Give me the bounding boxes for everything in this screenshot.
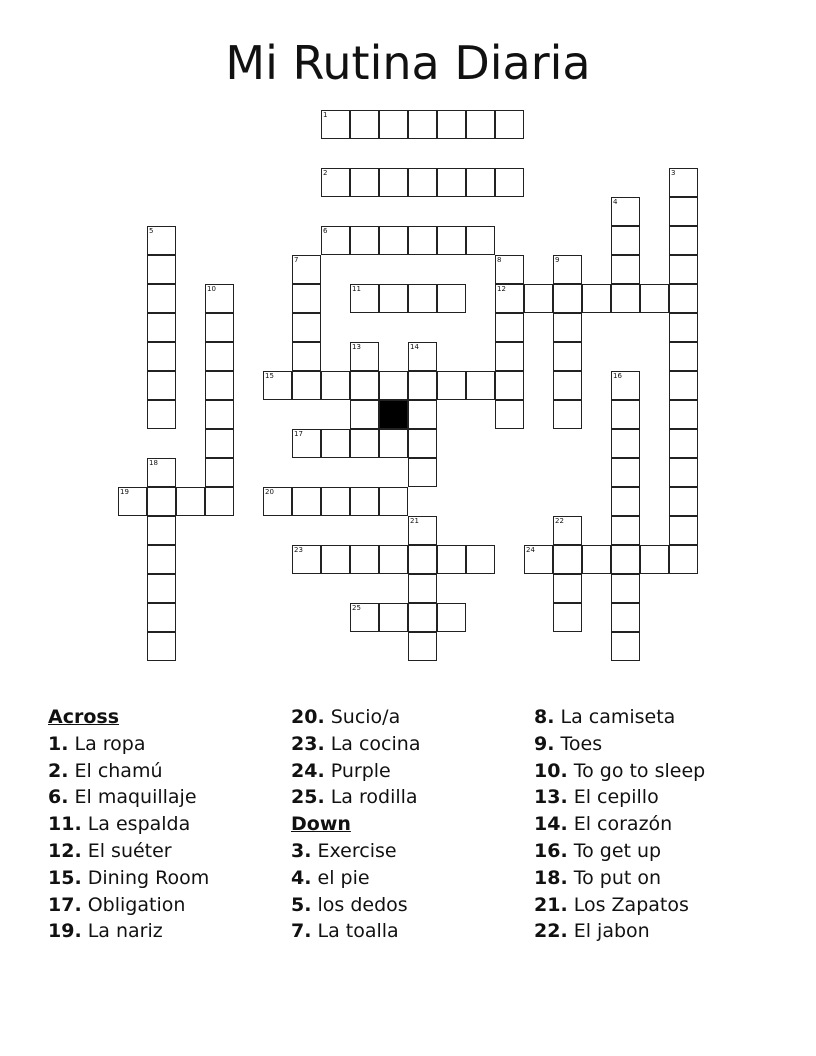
grid-cell[interactable] bbox=[669, 342, 698, 371]
grid-cell[interactable] bbox=[669, 168, 698, 197]
grid-cell[interactable] bbox=[147, 487, 176, 516]
grid-cell[interactable] bbox=[379, 487, 408, 516]
grid-cell[interactable] bbox=[408, 545, 437, 574]
grid-cell[interactable] bbox=[147, 400, 176, 429]
clue-text: los dedos bbox=[317, 893, 408, 916]
grid-cell[interactable] bbox=[437, 110, 466, 139]
cell-number: 9 bbox=[555, 256, 560, 264]
grid-cell[interactable] bbox=[437, 284, 466, 313]
grid-cell[interactable] bbox=[553, 284, 582, 313]
grid-cell[interactable] bbox=[669, 371, 698, 400]
grid-cell[interactable] bbox=[553, 342, 582, 371]
grid-cell[interactable] bbox=[408, 516, 437, 545]
clue-number: 11. bbox=[48, 813, 82, 836]
clue-column-1 bbox=[48, 704, 288, 945]
clue-item bbox=[48, 838, 288, 865]
grid-cell[interactable] bbox=[379, 429, 408, 458]
grid-cell[interactable] bbox=[292, 545, 321, 574]
grid-cell[interactable] bbox=[553, 516, 582, 545]
down-heading: Down bbox=[291, 813, 351, 836]
grid-cell[interactable] bbox=[611, 574, 640, 603]
grid-cell[interactable] bbox=[379, 545, 408, 574]
grid-cell[interactable] bbox=[611, 197, 640, 226]
grid-cell[interactable] bbox=[669, 197, 698, 226]
cell-number: 18 bbox=[149, 459, 158, 467]
clue-text: To get up bbox=[573, 839, 662, 862]
grid-cell[interactable] bbox=[553, 545, 582, 574]
across-heading: Across bbox=[48, 706, 120, 728]
grid-cell[interactable] bbox=[321, 371, 350, 400]
cell-number: 20 bbox=[265, 488, 274, 496]
grid-cell[interactable] bbox=[379, 168, 408, 197]
clue-text: La cocina bbox=[330, 732, 421, 755]
grid-cell[interactable] bbox=[147, 342, 176, 371]
clue-text: La camiseta bbox=[560, 706, 676, 728]
grid-cell[interactable] bbox=[147, 574, 176, 603]
grid-cell[interactable] bbox=[437, 168, 466, 197]
clue-number: 4. bbox=[291, 866, 312, 889]
grid-cell[interactable] bbox=[611, 255, 640, 284]
clue-text: El corazón bbox=[573, 813, 673, 836]
grid-cell[interactable] bbox=[350, 284, 379, 313]
grid-cell[interactable] bbox=[147, 284, 176, 313]
clue-number: 3. bbox=[291, 839, 312, 862]
clue-item bbox=[291, 704, 531, 731]
grid-cell[interactable] bbox=[321, 487, 350, 516]
grid-cell[interactable] bbox=[640, 545, 669, 574]
cell-number: 13 bbox=[352, 343, 361, 351]
grid-cell[interactable] bbox=[292, 313, 321, 342]
grid-cell[interactable] bbox=[669, 516, 698, 545]
clue-text: Los Zapatos bbox=[573, 893, 689, 916]
grid-cell[interactable] bbox=[321, 110, 350, 139]
clue-text: El maquillaje bbox=[74, 786, 197, 809]
clue-text: La nariz bbox=[87, 920, 163, 943]
grid-cell[interactable] bbox=[553, 574, 582, 603]
grid-cell[interactable] bbox=[611, 603, 640, 632]
clue-text: La ropa bbox=[74, 732, 146, 755]
grid-cell[interactable] bbox=[321, 545, 350, 574]
grid-cell[interactable] bbox=[205, 284, 234, 313]
clue-number: 23. bbox=[291, 732, 325, 755]
clue-item bbox=[48, 758, 288, 785]
clue-number: 17. bbox=[48, 893, 82, 916]
clue-number: 1. bbox=[48, 732, 69, 755]
grid-cell[interactable] bbox=[350, 226, 379, 255]
grid-cell[interactable] bbox=[437, 603, 466, 632]
grid-cell[interactable] bbox=[408, 400, 437, 429]
grid-cell[interactable] bbox=[292, 284, 321, 313]
grid-cell[interactable] bbox=[495, 371, 524, 400]
cell-number: 10 bbox=[207, 285, 216, 293]
clue-item bbox=[534, 811, 774, 838]
clue-item bbox=[534, 865, 774, 892]
grid-cell[interactable] bbox=[553, 400, 582, 429]
cell-number: 19 bbox=[120, 488, 129, 496]
clue-number: 19. bbox=[48, 920, 82, 943]
grid-cell[interactable] bbox=[495, 284, 524, 313]
grid-cell[interactable] bbox=[466, 226, 495, 255]
grid-cell[interactable] bbox=[263, 371, 292, 400]
clue-number: 6. bbox=[48, 786, 69, 809]
clue-text: El suéter bbox=[87, 839, 172, 862]
grid-cell[interactable] bbox=[669, 429, 698, 458]
grid-cell[interactable] bbox=[147, 545, 176, 574]
clue-number: 22. bbox=[534, 920, 568, 943]
grid-cell[interactable] bbox=[379, 110, 408, 139]
cell-number: 14 bbox=[410, 343, 419, 351]
puzzle-title: Mi Rutina Diaria bbox=[225, 36, 591, 90]
clue-item bbox=[48, 865, 288, 892]
cell-number: 1 bbox=[323, 111, 328, 119]
clue-text: To put on bbox=[573, 866, 662, 889]
grid-cell[interactable] bbox=[350, 342, 379, 371]
cell-number: 24 bbox=[526, 546, 535, 554]
grid-cell[interactable] bbox=[292, 371, 321, 400]
grid-cell[interactable] bbox=[437, 545, 466, 574]
clue-number: 12. bbox=[48, 839, 82, 862]
clue-text: Purple bbox=[330, 759, 391, 782]
cell-number: 6 bbox=[323, 227, 328, 235]
clue-number: 24. bbox=[291, 759, 325, 782]
clue-number: 21. bbox=[534, 893, 568, 916]
cell-number: 3 bbox=[671, 169, 676, 177]
grid-cell[interactable] bbox=[582, 284, 611, 313]
grid-cell[interactable] bbox=[321, 429, 350, 458]
cell-number: 5 bbox=[149, 227, 154, 235]
grid-cell[interactable] bbox=[205, 458, 234, 487]
grid-cell[interactable] bbox=[611, 545, 640, 574]
grid-cell[interactable] bbox=[611, 429, 640, 458]
grid-cell[interactable] bbox=[147, 458, 176, 487]
grid-cell[interactable] bbox=[611, 458, 640, 487]
grid-cell[interactable] bbox=[350, 429, 379, 458]
grid-cell[interactable] bbox=[408, 603, 437, 632]
cell-number: 4 bbox=[613, 198, 618, 206]
cell-number: 22 bbox=[555, 517, 564, 525]
grid-cell[interactable] bbox=[408, 226, 437, 255]
grid-cell[interactable] bbox=[379, 226, 408, 255]
grid-cell[interactable] bbox=[553, 603, 582, 632]
cell-number: 16 bbox=[613, 372, 622, 380]
grid-cell[interactable] bbox=[350, 400, 379, 429]
clue-item bbox=[291, 784, 531, 811]
grid-cell[interactable] bbox=[495, 313, 524, 342]
clue-number: 25. bbox=[291, 786, 325, 809]
grid-cell[interactable] bbox=[350, 110, 379, 139]
grid-cell[interactable] bbox=[466, 168, 495, 197]
grid-cell[interactable] bbox=[408, 110, 437, 139]
cell-number: 11 bbox=[352, 285, 361, 293]
grid-cell[interactable] bbox=[553, 255, 582, 284]
grid-cell[interactable] bbox=[611, 226, 640, 255]
grid-cell[interactable] bbox=[147, 603, 176, 632]
grid-cell[interactable] bbox=[669, 255, 698, 284]
grid-cell[interactable] bbox=[379, 603, 408, 632]
clue-number: 15. bbox=[48, 866, 82, 889]
grid-cell[interactable] bbox=[669, 545, 698, 574]
clue-number: 2. bbox=[48, 759, 69, 782]
grid-cell[interactable] bbox=[495, 168, 524, 197]
clue-number: 16. bbox=[534, 839, 568, 862]
grid-cell[interactable] bbox=[669, 313, 698, 342]
grid-cell[interactable] bbox=[292, 487, 321, 516]
grid-cell[interactable] bbox=[321, 226, 350, 255]
grid-cell[interactable] bbox=[466, 110, 495, 139]
grid-cell[interactable] bbox=[611, 487, 640, 516]
grid-cell[interactable] bbox=[611, 284, 640, 313]
grid-cell[interactable] bbox=[495, 110, 524, 139]
grid-cell[interactable] bbox=[263, 487, 292, 516]
clue-number: 10. bbox=[534, 759, 568, 782]
clue-item bbox=[291, 758, 531, 785]
clue-item bbox=[534, 892, 774, 919]
cell-number: 2 bbox=[323, 169, 328, 177]
clue-column-2 bbox=[291, 704, 531, 945]
clue-item bbox=[291, 892, 531, 919]
cell-number: 21 bbox=[410, 517, 419, 525]
grid-cell[interactable] bbox=[437, 226, 466, 255]
grid-cell[interactable] bbox=[495, 342, 524, 371]
grid-cell[interactable] bbox=[176, 487, 205, 516]
clue-text: El chamú bbox=[74, 759, 163, 782]
clue-text: Toes bbox=[560, 732, 603, 755]
grid-cell[interactable] bbox=[147, 371, 176, 400]
grid-cell[interactable] bbox=[147, 516, 176, 545]
grid-cell[interactable] bbox=[350, 545, 379, 574]
grid-cell[interactable] bbox=[292, 255, 321, 284]
grid-cell[interactable] bbox=[553, 313, 582, 342]
grid-cell[interactable] bbox=[408, 429, 437, 458]
clue-text: To go to sleep bbox=[573, 759, 706, 782]
clue-text: La rodilla bbox=[330, 786, 418, 809]
clue-text: El jabon bbox=[573, 920, 650, 943]
grid-cell[interactable] bbox=[611, 371, 640, 400]
black-cell bbox=[379, 400, 408, 429]
clue-item bbox=[291, 918, 531, 945]
grid-cell[interactable] bbox=[350, 487, 379, 516]
clue-number: 9. bbox=[534, 732, 555, 755]
grid-cell[interactable] bbox=[640, 284, 669, 313]
clue-text: Sucio/a bbox=[330, 706, 401, 728]
grid-cell[interactable] bbox=[495, 400, 524, 429]
clue-item bbox=[534, 731, 774, 758]
cell-number: 8 bbox=[497, 256, 502, 264]
clue-text: La toalla bbox=[317, 920, 399, 943]
grid-cell[interactable] bbox=[147, 255, 176, 284]
clue-text: La espalda bbox=[87, 813, 191, 836]
grid-cell[interactable] bbox=[495, 255, 524, 284]
clue-number: 7. bbox=[291, 920, 312, 943]
grid-cell[interactable] bbox=[408, 632, 437, 661]
grid-cell[interactable] bbox=[147, 313, 176, 342]
grid-cell[interactable] bbox=[669, 487, 698, 516]
grid-cell[interactable] bbox=[147, 632, 176, 661]
clue-text: El cepillo bbox=[573, 786, 659, 809]
grid-cell[interactable] bbox=[611, 516, 640, 545]
grid-cell[interactable] bbox=[147, 226, 176, 255]
clue-number: 5. bbox=[291, 893, 312, 916]
clue-item bbox=[291, 731, 531, 758]
clue-item bbox=[291, 838, 531, 865]
grid-cell[interactable] bbox=[205, 487, 234, 516]
clue-text: Obligation bbox=[87, 893, 186, 916]
grid-cell[interactable] bbox=[321, 168, 350, 197]
clue-item bbox=[48, 811, 288, 838]
clue-item bbox=[534, 758, 774, 785]
clue-item bbox=[48, 892, 288, 919]
grid-cell[interactable] bbox=[611, 632, 640, 661]
clue-item bbox=[534, 918, 774, 945]
clue-text: Dining Room bbox=[87, 866, 210, 889]
clue-item bbox=[48, 731, 288, 758]
cell-number: 23 bbox=[294, 546, 303, 554]
grid-cell[interactable] bbox=[205, 371, 234, 400]
clue-number: 20. bbox=[291, 706, 325, 728]
clue-number: 14. bbox=[534, 813, 568, 836]
grid-cell[interactable] bbox=[408, 371, 437, 400]
grid-cell[interactable] bbox=[582, 545, 611, 574]
grid-cell[interactable] bbox=[669, 400, 698, 429]
clue-item bbox=[534, 704, 774, 731]
grid-cell[interactable] bbox=[669, 284, 698, 313]
grid-cell[interactable] bbox=[553, 371, 582, 400]
clue-item bbox=[48, 784, 288, 811]
grid-cell[interactable] bbox=[437, 371, 466, 400]
grid-cell[interactable] bbox=[292, 342, 321, 371]
grid-cell[interactable] bbox=[379, 371, 408, 400]
grid-cell[interactable] bbox=[205, 313, 234, 342]
grid-cell[interactable] bbox=[408, 574, 437, 603]
grid-cell[interactable] bbox=[669, 458, 698, 487]
grid-cell[interactable] bbox=[669, 226, 698, 255]
grid-cell[interactable] bbox=[379, 284, 408, 313]
clue-number: 8. bbox=[534, 706, 555, 728]
grid-cell[interactable] bbox=[118, 487, 147, 516]
clue-text: Exercise bbox=[317, 839, 397, 862]
grid-cell[interactable] bbox=[524, 284, 553, 313]
grid-cell[interactable] bbox=[205, 400, 234, 429]
clue-number: 13. bbox=[534, 786, 568, 809]
grid-cell[interactable] bbox=[611, 400, 640, 429]
clue-item bbox=[534, 838, 774, 865]
grid-cell[interactable] bbox=[205, 429, 234, 458]
grid-cell[interactable] bbox=[466, 545, 495, 574]
clue-item bbox=[291, 865, 531, 892]
grid-cell[interactable] bbox=[292, 429, 321, 458]
clue-column-3 bbox=[534, 704, 774, 945]
clue-item bbox=[534, 784, 774, 811]
cell-number: 7 bbox=[294, 256, 299, 264]
grid-cell[interactable] bbox=[408, 168, 437, 197]
clue-item bbox=[48, 918, 288, 945]
grid-cell[interactable] bbox=[350, 168, 379, 197]
grid-cell[interactable] bbox=[408, 284, 437, 313]
grid-cell[interactable] bbox=[408, 342, 437, 371]
grid-cell[interactable] bbox=[466, 371, 495, 400]
grid-cell[interactable] bbox=[350, 371, 379, 400]
cell-number: 15 bbox=[265, 372, 274, 380]
grid-cell[interactable] bbox=[205, 342, 234, 371]
clue-text: el pie bbox=[317, 866, 370, 889]
grid-cell[interactable] bbox=[350, 603, 379, 632]
grid-cell[interactable] bbox=[408, 458, 437, 487]
cell-number: 12 bbox=[497, 285, 506, 293]
grid-cell[interactable] bbox=[524, 545, 553, 574]
cell-number: 25 bbox=[352, 604, 361, 612]
cell-number: 17 bbox=[294, 430, 303, 438]
clue-number: 18. bbox=[534, 866, 568, 889]
